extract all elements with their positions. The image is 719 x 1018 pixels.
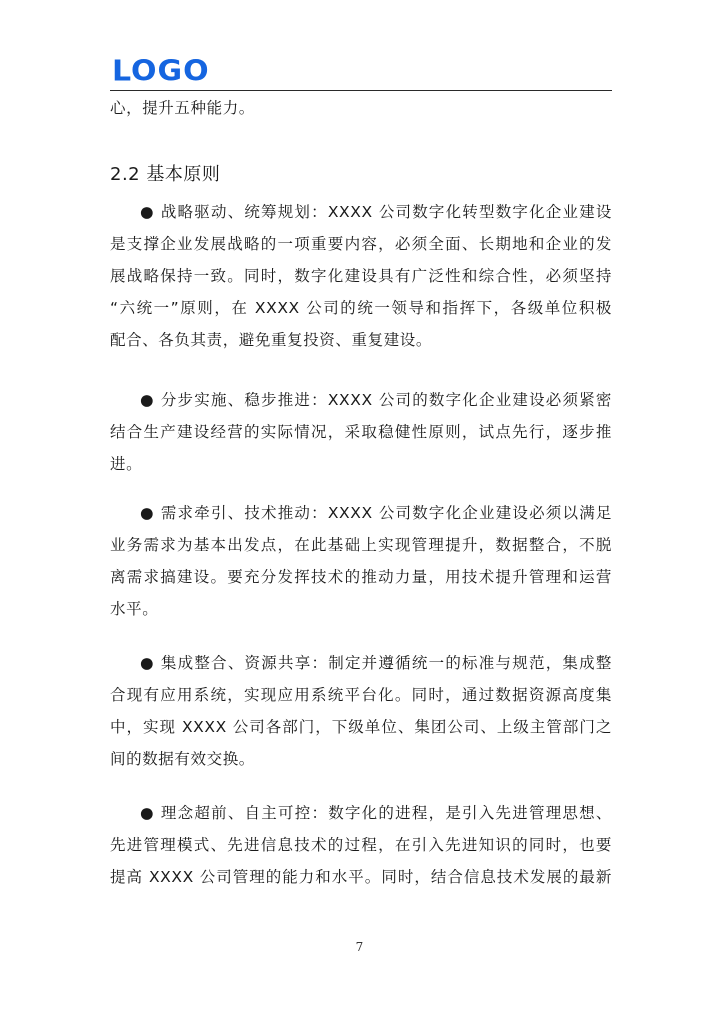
text-line: ● 分步实施、稳步推进：XXXX 公司的数字化企业建设必须紧密 xyxy=(140,391,612,409)
paragraph-innovation xyxy=(110,797,612,893)
text-line: 间的数据有效交换。 xyxy=(110,750,255,768)
paragraph-integration xyxy=(110,647,612,775)
page-number: 7 xyxy=(355,940,364,954)
text-line: 结合生产建设经营的实际情况，采取稳健性原则，试点先行，逐步推 xyxy=(110,423,612,441)
text-line: 是支撑企业发展战略的一项重要内容，必须全面、长期地和企业的发 xyxy=(110,235,612,253)
text-line: 提高 XXXX 公司管理的能力和水平。同时，结合信息技术发展的最新 xyxy=(110,868,612,886)
text-line: 合现有应用系统，实现应用系统平台化。同时，通过数据资源高度集 xyxy=(110,686,612,704)
text-line: 中，实现 XXXX 公司各部门，下级单位、集团公司、上级主管部门之 xyxy=(110,718,612,736)
section-heading: 2.2 基本原则 xyxy=(110,164,221,185)
text-line: 进。 xyxy=(110,455,143,473)
text-line: 水平。 xyxy=(110,600,159,618)
text-line: 离需求搞建设。要充分发挥技术的推动力量，用技术提升管理和运营 xyxy=(110,568,612,586)
paragraph-phased xyxy=(110,384,612,480)
text-line: 配合、各负其责，避免重复投资、重复建设。 xyxy=(110,331,433,349)
text-line: “六统一”原则，在 XXXX 公司的统一领导和指挥下，各级单位积极 xyxy=(110,299,612,317)
continuation-text xyxy=(110,92,612,124)
company-logo: LOGO xyxy=(112,54,210,89)
paragraph-strategy xyxy=(110,196,612,356)
text-line: ● 战略驱动、统筹规划：XXXX 公司数字化转型数字化企业建设 xyxy=(140,203,612,221)
text-line: 展战略保持一致。同时，数字化建设具有广泛性和综合性，必须坚持 xyxy=(110,267,612,285)
text-line: 先进管理模式、先进信息技术的过程，在引入先进知识的同时，也要 xyxy=(110,836,612,854)
text-line: ● 集成整合、资源共享：制定并遵循统一的标准与规范，集成整 xyxy=(140,654,612,672)
text-line: ● 理念超前、自主可控：数字化的进程，是引入先进管理思想、 xyxy=(140,804,612,822)
paragraph-demand xyxy=(110,497,612,625)
text-line: 业务需求为基本出发点，在此基础上实现管理提升，数据整合，不脱 xyxy=(110,536,612,554)
text-line: 心，提升五种能力。 xyxy=(110,99,255,117)
page-header xyxy=(110,50,612,91)
text-line: ● 需求牵引、技术推动：XXXX 公司数字化企业建设必须以满足 xyxy=(140,504,612,522)
